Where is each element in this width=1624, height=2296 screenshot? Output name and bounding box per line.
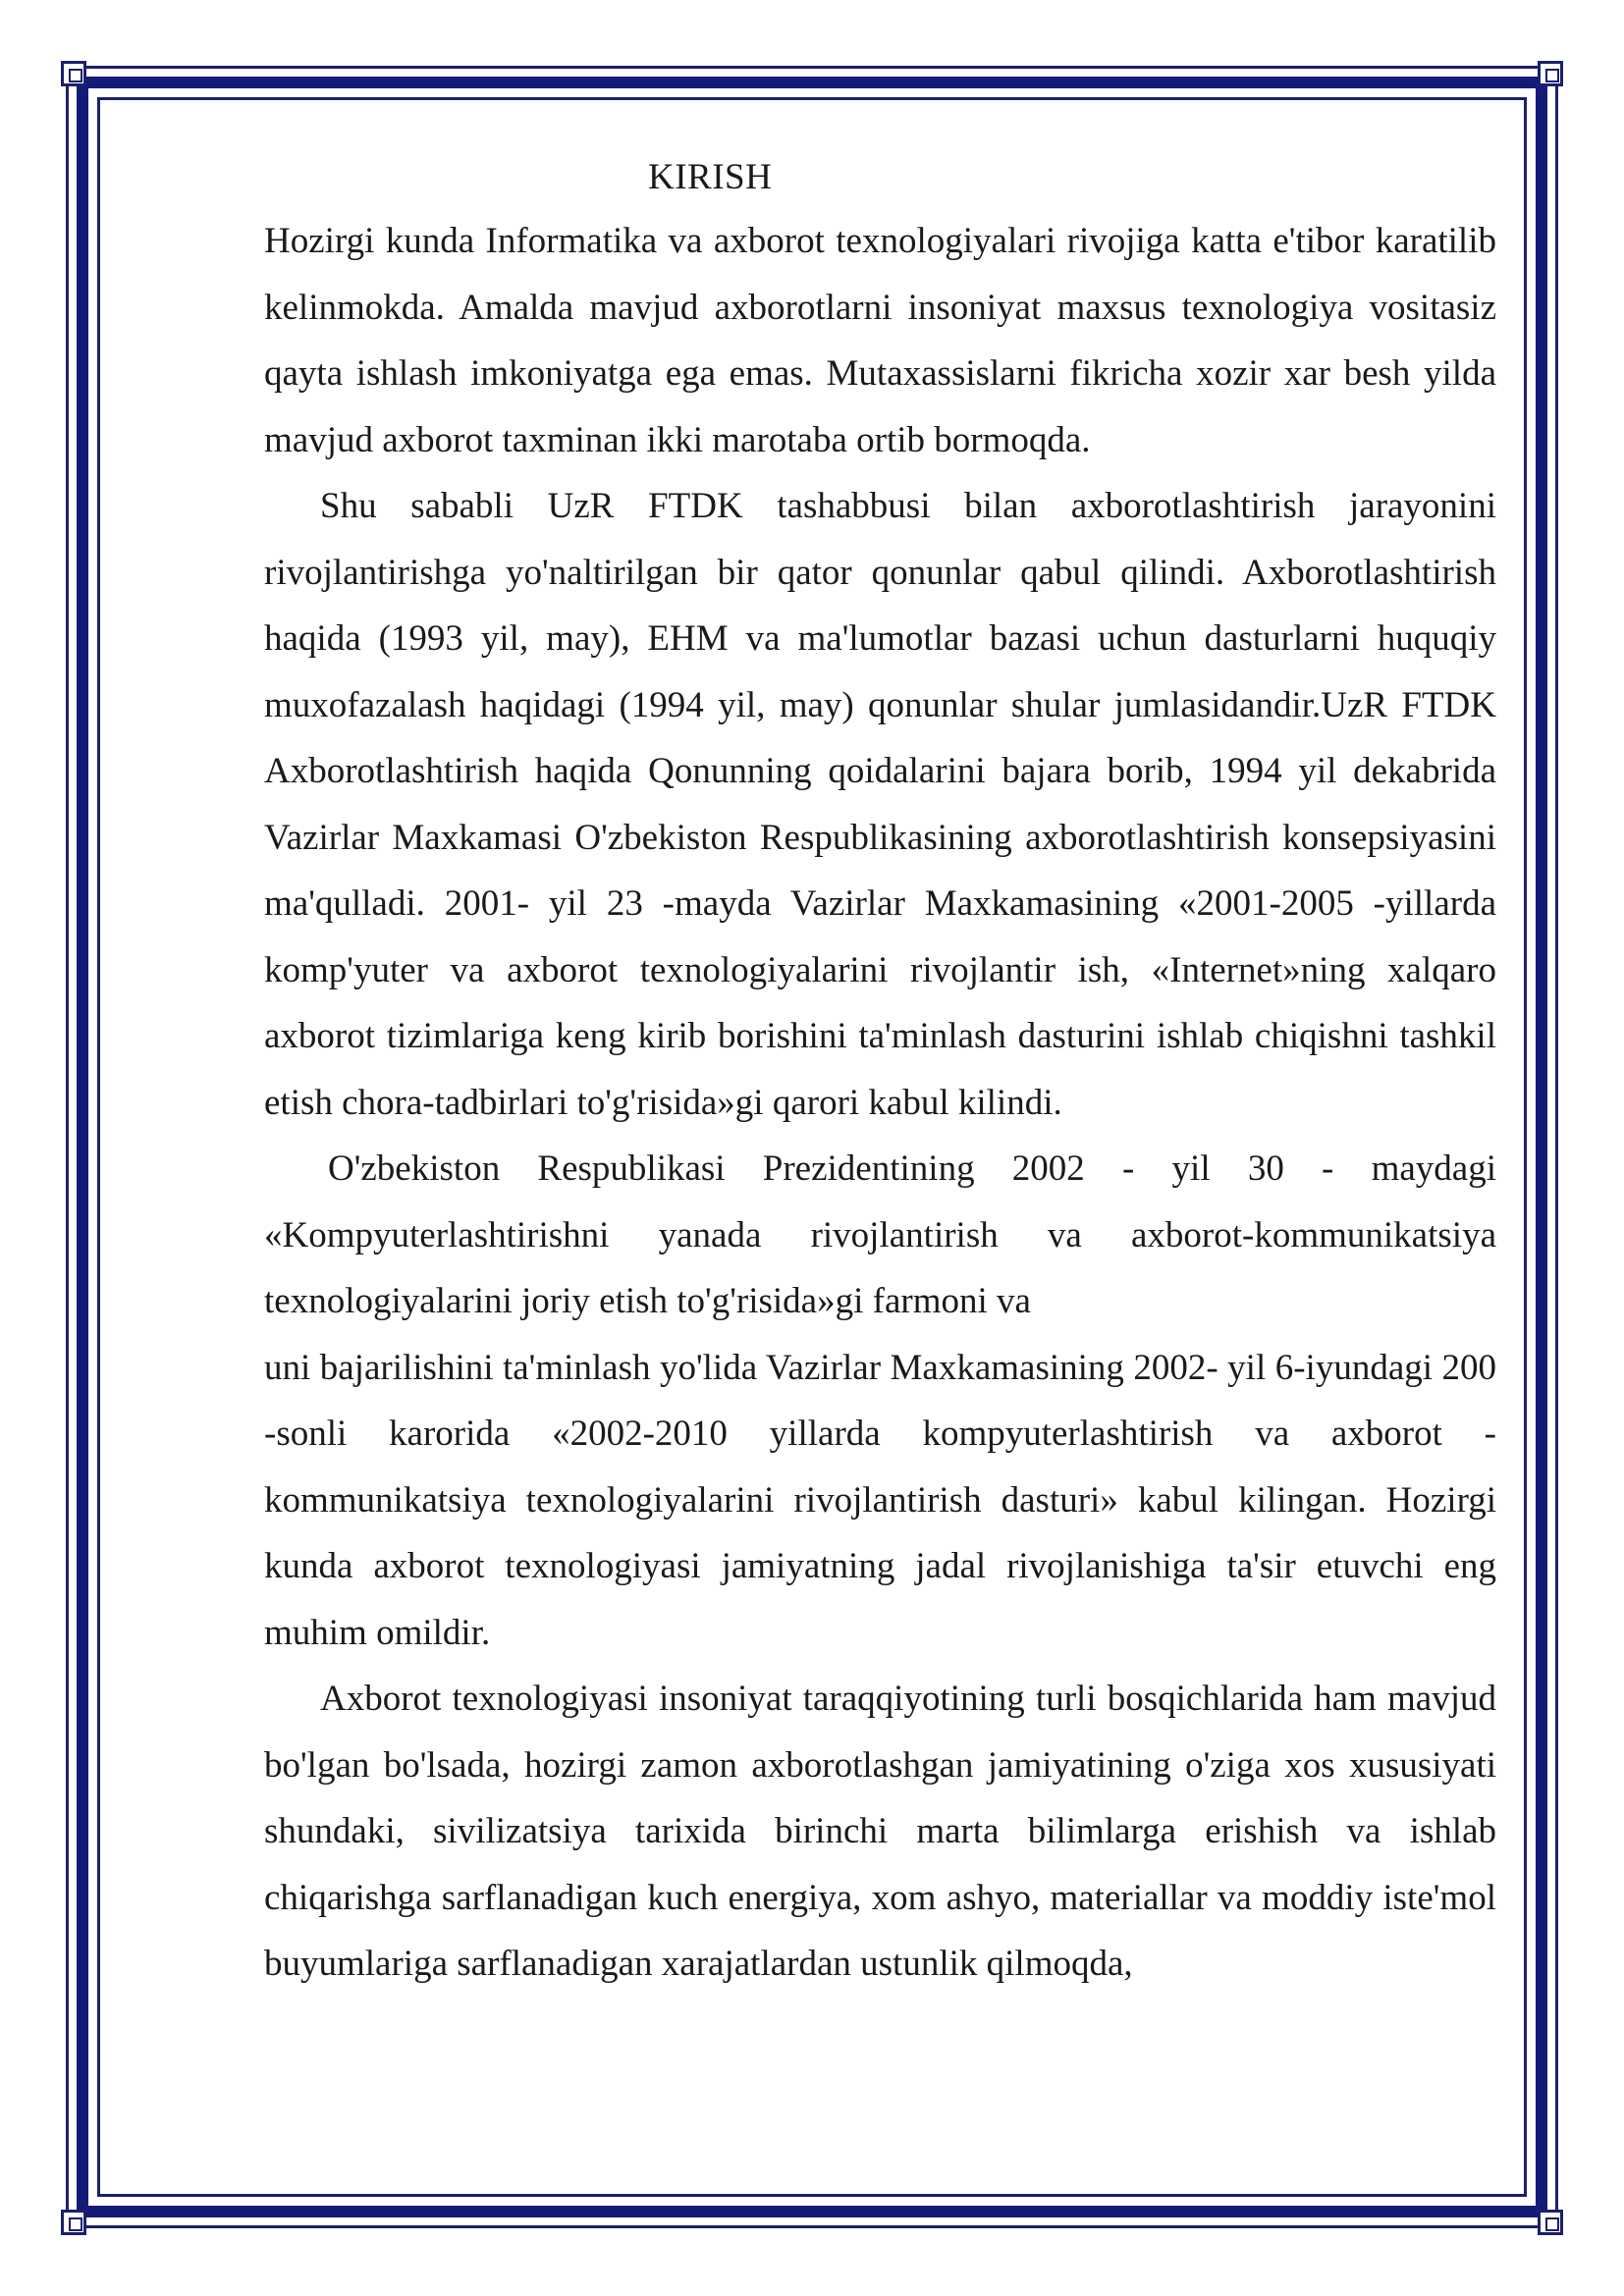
paragraph: O'zbekiston Respublikasi Prezidentining 2002 - yil 30 - maydagi «Kompyuterlashtirishni yanada rivojlantirish va axborot-kommunikatsiya texnologiyalarini joriy etish to'g'risida»gi farmoni va — [264, 1148, 1496, 1321]
border-corner-ornament — [61, 61, 86, 86]
document-body — [264, 147, 1496, 1998]
border-corner-ornament — [1538, 2210, 1563, 2235]
paragraph: Axborot texnologiyasi insoniyat taraqqiyotining turli bosqichlarida ham mavjud bo'lgan bo'lsada, hozirgi zamon axborotlashgan jamiyatining o'ziga xos xususiyati shundaki, sivilizatsiya tarixida birinchi marta bilimlarga erishish va ishlab chiqarishga sarflanadigan kuch energiya, xom ashyo, materiallar va moddiy iste'mol buyumlariga sarflanadigan xarajatlardan ustunlik qilmoqda, — [264, 1679, 1496, 1984]
paragraph: Hozirgi kunda Informatika va axborot texnologiyalari rivojiga katta e'tibor karatilib kelinmokda. Amalda mavjud axborotlarni insoniyat maxsus texnologiya vositasiz qayta ishlash imkoniyatga ega emas. Mutaxassislarni fikricha xozir xar besh yilda mavjud axborot taxminan ikki marotaba ortib bormoqda. — [264, 221, 1496, 460]
paragraph: uni bajarilishini ta'minlash yo'lida Vazirlar Maxkamasining 2002- yil 6-iyundagi 200 -sonli karorida «2002-2010 yillarda kompyuterlashtirish va axborot - kommunikatsiya texnologiyalarini rivojlantirish dasturi» kabul kilingan. Hozirgi kunda axborot texnologiyasi jamiyatning jadal rivojlanishiga ta'sir etuvchi eng muhim omildir. — [264, 1347, 1496, 1653]
border-corner-ornament — [1538, 61, 1563, 86]
border-corner-ornament — [61, 2210, 86, 2235]
document-heading: KIRISH — [648, 157, 773, 197]
paragraph: Shu sababli UzR FTDK tashabbusi bilan axborotlashtirish jarayonini rivojlantirishga yo'naltirilgan bir qator qonunlar qabul qilindi. Axborotlashtirish haqida (1993 yil, may), EHM va ma'lumotlar bazasi uchun dasturlarni huquqiy muxofazalash haqidagi (1994 yil, may) qonunlar shular jumlasidandir.UzR FTDK Axborotlashtirish haqida Qonunning qoidalarini bajara borib, 1994 yil dekabrida Vazirlar Maxkamasi O'zbekiston Respublikasining axborotlashtirish konsepsiyasini ma'qulladi. 2001- yil 23 -mayda Vazirlar Maxkamasining «2001-2005 -yillarda komp'yuter va axborot texnologiyalarini rivojlantir ish, «Internet»ning xalqaro axborot tizimlariga keng kirib borishini ta'minlash dasturini ishlab chiqishni tashkil etish chora-tadbirlari to'g'risida»gi qarori kabul kilindi. — [264, 486, 1496, 1123]
